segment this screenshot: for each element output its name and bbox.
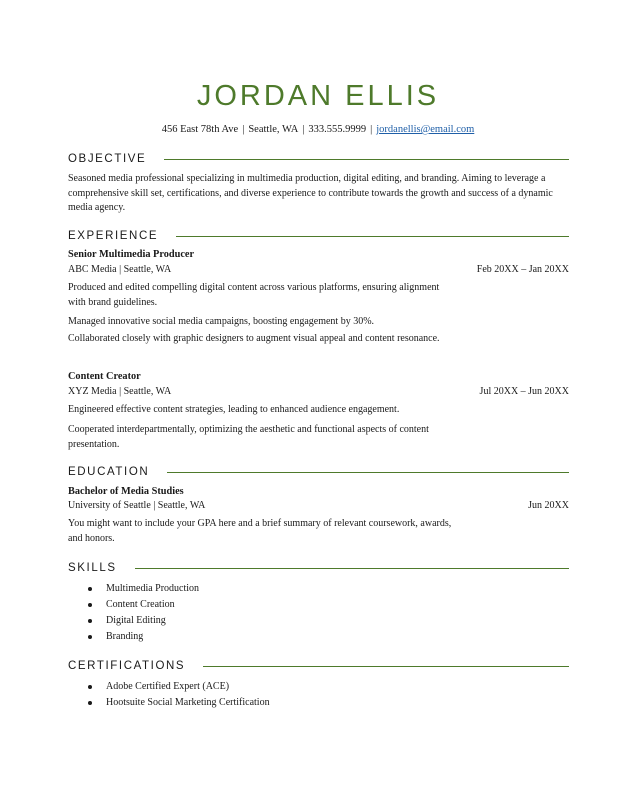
section-title-experience: EXPERIENCE (68, 230, 159, 242)
contact-phone: 333.555.9999 (308, 124, 367, 135)
candidate-name: JORDAN ELLIS (196, 80, 440, 112)
job-company-line: XYZ Media | Seattle, WA (68, 386, 172, 397)
job-item: Managed innovative social media campaigns, boosting engagement by 30%. (68, 316, 375, 327)
section-title-education: EDUCATION (68, 466, 150, 478)
education-school-line: University of Seattle | Seattle, WA (68, 500, 206, 511)
contact-line (0, 124, 636, 135)
contact-email-link[interactable]: jordanellis@email.com (376, 124, 475, 135)
contact-separator: | (370, 124, 373, 135)
job-item: Collaborated closely with graphic designers to augment visual appeal and content resonance. (68, 333, 440, 344)
skill-item (88, 629, 199, 645)
section-title-objective: OBJECTIVE (68, 153, 147, 165)
job-item: Engineered effective content strategies, leading to enhanced audience engagement. (68, 404, 400, 415)
job-company: XYZ Media (68, 386, 117, 397)
contact-separator: | (302, 124, 305, 135)
job-meta-row (68, 264, 569, 275)
bullet-icon (88, 701, 92, 705)
skill-item (88, 597, 199, 613)
skills-section-header (68, 561, 569, 575)
education-section-header (68, 465, 569, 479)
job-company-line: ABC Media | Seattle, WA (68, 264, 172, 275)
section-divider (164, 159, 569, 160)
skill-label: Digital Editing (106, 615, 166, 626)
degree-title: Bachelor of Media Studies (68, 486, 184, 497)
education-note: You might want to include your GPA here and a brief summary of relevant coursework, awards, and honors. (68, 518, 452, 544)
education-school: University of Seattle (68, 500, 151, 511)
objective-text: Seasoned media professional specializing in multimedia production, digital editing, and branding. Aiming to leverage a comprehensive skill set, certifications, and diverse experience to contribute towards the growth and success of a dynamic media agency. (68, 173, 553, 213)
section-divider (167, 472, 569, 473)
contact-separator: | (242, 124, 245, 135)
section-divider (203, 666, 569, 667)
certifications-list (88, 679, 270, 711)
job-location: Seattle, WA (123, 264, 172, 275)
contact-address: 456 East 78th Ave (161, 124, 239, 135)
section-title-certifications: CERTIFICATIONS (68, 660, 186, 672)
experience-section-header (68, 229, 569, 243)
education-location: Seattle, WA (157, 500, 206, 511)
bullet-icon (88, 587, 92, 591)
skill-item (88, 581, 199, 597)
job-title: Senior Multimedia Producer (68, 249, 195, 260)
skills-list (88, 581, 199, 645)
bullet-icon (88, 685, 92, 689)
job-company: ABC Media (68, 264, 117, 275)
section-divider (176, 236, 569, 237)
certification-label: Adobe Certified Expert (ACE) (106, 681, 230, 692)
certification-item (88, 679, 270, 695)
education-meta-row (68, 500, 569, 511)
job-title: Content Creator (68, 371, 141, 382)
job-dates: Jul 20XX – Jun 20XX (479, 386, 569, 397)
objective-section-header (68, 152, 569, 166)
education-date: Jun 20XX (528, 500, 569, 511)
section-title-skills: SKILLS (68, 562, 117, 574)
job-location: Seattle, WA (123, 386, 172, 397)
bullet-icon (88, 635, 92, 639)
skill-label: Content Creation (106, 599, 175, 610)
certification-item (88, 695, 270, 711)
job-item: Cooperated interdepartmentally, optimizing the aesthetic and functional aspects of content presentation. (68, 424, 429, 450)
contact-city: Seattle, WA (248, 124, 299, 135)
certifications-section-header (68, 659, 569, 673)
job-item: Produced and edited compelling digital content across various platforms, ensuring alignment with brand guidelines. (68, 282, 440, 308)
skill-label: Branding (106, 631, 144, 642)
section-divider (135, 568, 569, 569)
bullet-icon (88, 619, 92, 623)
job-meta-row (68, 386, 569, 397)
certification-label: Hootsuite Social Marketing Certification (106, 697, 270, 708)
skill-item (88, 613, 199, 629)
skill-label: Multimedia Production (106, 583, 200, 594)
job-dates: Feb 20XX – Jan 20XX (476, 264, 569, 275)
bullet-icon (88, 603, 92, 607)
